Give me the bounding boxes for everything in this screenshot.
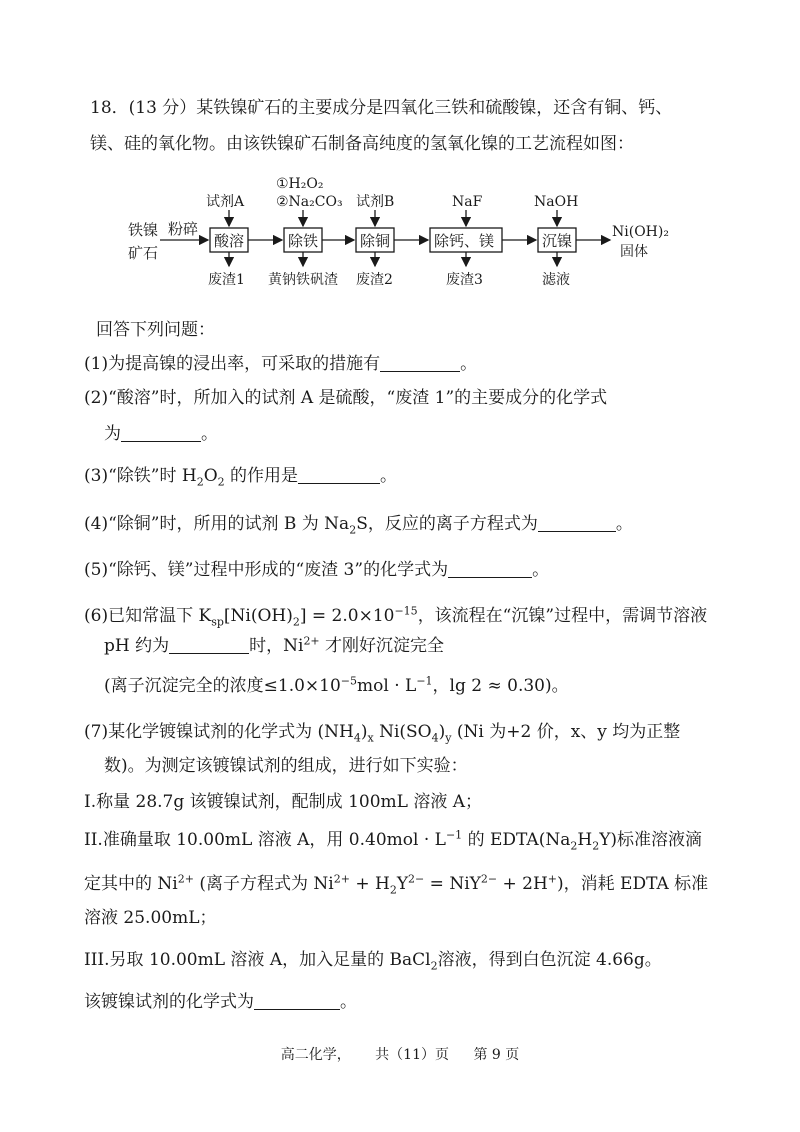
crush-label: 粉碎 xyxy=(168,220,199,238)
q7-step3-pre: III.另取 10.00mL 溶液 A，加入足量的 BaCl xyxy=(84,950,431,970)
q7-step2: II.准确量取 10.00mL 溶液 A，用 $0.40mol \cdot L^{-1}$ 的 $EDTA(Na_2H_2Y)$标准溶液滴 xyxy=(84,828,703,853)
q1-text: (1)为提高镍的浸出率，可采取的措施有 xyxy=(84,354,381,374)
question-header: 18．(13 分）某铁镍矿石的主要成分是四氧化三铁和硫酸镍，还含有铜、钙、 xyxy=(90,98,673,118)
q7-step2-l2-post: )，消耗 EDTA 标准 xyxy=(557,874,709,894)
q7-final xyxy=(84,990,357,1014)
q6-line: (6)已知常温下 $K_{sp}[Ni(OH)_2] = 2.0\times 10^{-15}$，该流程在“沉镍”过程中，需调节溶液 xyxy=(84,604,708,629)
q7-step2-post: )标准溶液滴 xyxy=(610,830,703,850)
q7-answer-blank[interactable] xyxy=(254,991,340,1010)
q7-step2-h: H xyxy=(577,830,593,850)
q7-step2-l2-plus: + xyxy=(547,872,557,886)
step-copper-removal-label: 除铜 xyxy=(360,232,391,250)
q3-line: (3)“除铁”时 $H_2O_2$ 的作用是 。 xyxy=(84,466,398,489)
process-flowchart xyxy=(0,0,800,300)
q6-line2-end: 才刚好沉淀完全 xyxy=(319,636,445,656)
reagent-h2o2-label: ①H₂O₂ xyxy=(276,176,324,192)
q2-line2 xyxy=(104,422,218,446)
reagent-naf-label: NaF xyxy=(452,194,483,210)
q7-p3: ) xyxy=(438,722,446,742)
q7-post: (Ni 为+2 价，x、y 均为正整 xyxy=(451,722,681,742)
raw-material-top: 铁镍 xyxy=(128,221,159,239)
q7-step2-l2-pre: 定其中的 Ni xyxy=(84,874,178,894)
step-iron-removal-label: 除铁 xyxy=(288,232,319,250)
waste-3-label: 废渣3 xyxy=(446,272,483,288)
q7-step2-l2-mid: (离子方程式为 Ni xyxy=(193,874,334,894)
q5-answer-blank[interactable] xyxy=(448,559,532,578)
q7-line2: 数)。为测定该镀镍试剂的组成，进行如下实验： xyxy=(104,756,468,776)
waste-1-label: 废渣1 xyxy=(208,272,245,288)
q6-line3-exp2: −1 xyxy=(416,674,433,688)
q7-step3-post: 溶液，得到白色沉淀 4.66g。 xyxy=(437,950,662,970)
q2-line: (2)“酸溶”时，所加入的试剂 A 是硫酸，“废渣 1”的主要成分的化学式 xyxy=(84,388,608,408)
reagent-a-label: 试剂A xyxy=(206,194,245,210)
q5-text: (5)“除钙、镁”过程中形成的“废渣 3”的化学式为 xyxy=(84,560,449,580)
q1-answer-blank[interactable] xyxy=(380,353,460,372)
q7-step2-l2-eq: + H xyxy=(349,874,390,894)
q6-line2-pre: pH 约为 xyxy=(104,636,170,656)
q6-line3-pre: (离子沉淀完全的浓度≤1.0×10 xyxy=(104,676,341,696)
q7-final-text: 该镀镍试剂的化学式为 xyxy=(84,992,254,1012)
q7-p1: ) xyxy=(360,722,368,742)
q7-line: (7)某化学镀镍试剂的化学式为 $(NH_4)_x$ $Ni(SO_4)_y$ (Ni 为+2 价，x、y 均为正整 xyxy=(84,722,681,745)
step-ca-mg-removal-label: 除钙、镁 xyxy=(434,232,495,250)
q7-step2-l2-y: Y xyxy=(396,874,409,894)
q7-step2-l2-y2: 2− xyxy=(408,872,425,886)
q7-p2: Ni(SO xyxy=(373,722,432,742)
prompt-text: 回答下列问题： xyxy=(96,320,215,340)
q6-post: ，该流程在“沉镍”过程中，需调节溶液 xyxy=(417,606,708,626)
q7-step2-line3: 溶液 25.00mL； xyxy=(84,908,217,928)
q3-answer-blank[interactable] xyxy=(298,465,380,484)
q7-step1: I.称量 28.7g 该镀镍试剂，配制成 100mL 溶液 A； xyxy=(84,792,483,812)
q6-line3-mid: mol · L xyxy=(357,676,417,696)
q4-end: 。 xyxy=(615,514,633,534)
q6-line3-exp1: −5 xyxy=(340,674,358,688)
q7-final-end: 。 xyxy=(340,992,357,1012)
q6-line2-sup: 2+ xyxy=(303,634,320,648)
q3-mid: O xyxy=(203,466,218,486)
q6-sp: sp xyxy=(211,615,224,629)
waste-jarosite-label: 黄钠铁矾渣 xyxy=(268,272,338,288)
page-footer xyxy=(0,1044,800,1064)
footer-subject: 高二化学， xyxy=(280,1047,351,1063)
reagent-naoh-label: NaOH xyxy=(534,194,579,210)
q2-answer-blank[interactable] xyxy=(121,423,201,442)
q6-line3-post: ，lg 2 ≈ 0.30)。 xyxy=(432,676,569,696)
q6-answer-blank[interactable] xyxy=(169,635,249,654)
q7-step2-l2-eq3: + 2H xyxy=(497,874,548,894)
q7-step2-l2-eq2: = NiY xyxy=(424,874,481,894)
q7-step2-y: Y xyxy=(599,830,611,850)
q7-step2-exp: −1 xyxy=(445,828,463,842)
product-top-label: Ni(OH)₂ xyxy=(612,224,669,240)
q6-ksp-value: ] = 2.0×10 xyxy=(299,606,395,626)
footer-page: 第 9 页 xyxy=(473,1047,520,1063)
waste-2-label: 废渣2 xyxy=(356,272,393,288)
q7-step3: III.另取 10.00mL 溶液 A，加入足量的 BaCl$_2$溶液，得到白色沉淀 4.66g。 xyxy=(84,950,662,973)
step-acid-dissolve-label: 酸溶 xyxy=(214,232,245,250)
q6-line2-post: 时，Ni xyxy=(249,636,304,656)
q6-line3 xyxy=(104,674,569,698)
reagent-na2co3-label: ②Na₂CO₃ xyxy=(276,194,343,210)
reagent-b-label: 试剂B xyxy=(356,194,395,210)
q1-line xyxy=(84,352,477,376)
q3-pre: (3)“除铁”时 H xyxy=(84,466,197,486)
q6-line2 xyxy=(104,634,444,658)
q7-y: y xyxy=(445,731,452,745)
q6-ksp-exp: −15 xyxy=(394,604,418,618)
footer-total: 共（11）页 xyxy=(375,1047,449,1063)
q7-step2-pre: II.准确量取 10.00mL 溶液 A，用 0.40mol · L xyxy=(84,830,446,850)
q5-end: 。 xyxy=(532,560,550,580)
q5-line xyxy=(84,558,549,582)
filtrate-label: 滤液 xyxy=(542,272,570,288)
q2-end: 。 xyxy=(201,424,218,444)
q2-cont: 为 xyxy=(104,424,121,444)
q7-pre: (7)某化学镀镍试剂的化学式为 (NH xyxy=(84,722,354,742)
q1-end: 。 xyxy=(460,354,478,374)
product-bottom-label: 固体 xyxy=(620,244,648,260)
q6-pre: (6)已知常温下 K xyxy=(84,606,212,626)
step-nickel-precip-label: 沉镍 xyxy=(542,232,573,250)
q6-ksp-expr: [Ni(OH) xyxy=(223,606,293,626)
q4-answer-blank[interactable] xyxy=(538,513,616,532)
question-header-line2: 镁、硅的氧化物。由该铁镍矿石制备高纯度的氢氧化镍的工艺流程如图： xyxy=(90,134,634,154)
q4-line: (4)“除铜”时，所用的试剂 B 为 $Na_2S$，反应的离子方程式为 。 xyxy=(84,514,633,537)
q4-pre: (4)“除铜”时，所用的试剂 B 为 Na xyxy=(84,514,350,534)
q3-post: 的作用是 xyxy=(224,466,299,486)
raw-material-bottom: 矿石 xyxy=(128,244,159,262)
q7-step2-mid: 的 EDTA(Na xyxy=(462,830,571,850)
q3-end: 。 xyxy=(380,466,398,486)
q7-step2-line2: 定其中的 $Ni^{2+}$ (离子方程式为 $Ni^{2+} + H_2Y^{2-} = NiY^{2-} + 2H^+$)，消耗 EDTA 标准 xyxy=(84,872,709,897)
q4-post: S，反应的离子方程式为 xyxy=(356,514,538,534)
q7-x: x xyxy=(367,731,374,745)
